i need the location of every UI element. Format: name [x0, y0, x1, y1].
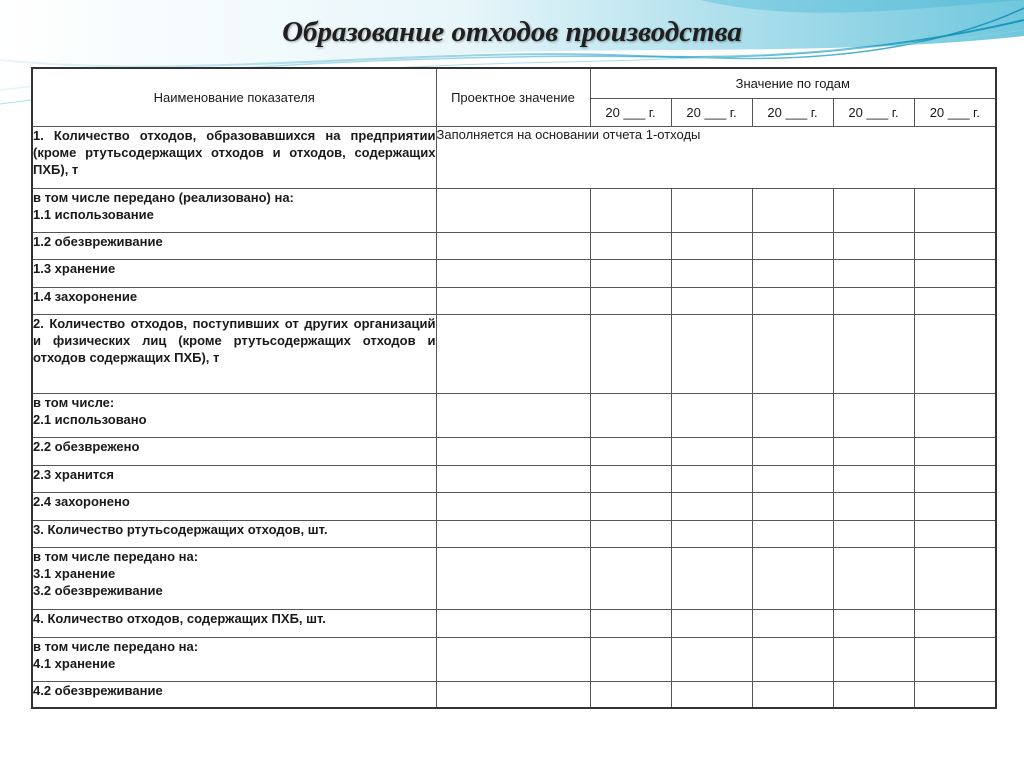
year-value-cell[interactable]	[752, 465, 833, 492]
indicator-line: 4.2 обезвреживание	[33, 682, 163, 698]
indicator-cell	[32, 393, 436, 437]
project-value-cell[interactable]	[436, 232, 590, 259]
year-value-cell[interactable]	[833, 393, 914, 437]
year-value-cell[interactable]	[833, 437, 914, 465]
indicator-cell	[32, 465, 436, 492]
indicator-line: в том числе передано на:	[33, 548, 199, 564]
year-value-cell[interactable]	[752, 492, 833, 520]
table-row	[32, 637, 996, 681]
year-value-cell[interactable]	[590, 437, 671, 465]
table-row	[32, 259, 996, 287]
header-year-1: 20 ___ г.	[590, 98, 671, 126]
project-value-cell[interactable]	[436, 637, 590, 681]
year-value-cell[interactable]	[671, 232, 752, 259]
header-year-4: 20 ___ г.	[833, 98, 914, 126]
year-value-cell[interactable]	[914, 232, 996, 259]
table-row	[32, 314, 996, 393]
year-value-cell[interactable]	[833, 465, 914, 492]
project-value-cell[interactable]	[436, 520, 590, 547]
year-value-cell[interactable]	[590, 492, 671, 520]
project-value-cell[interactable]	[436, 681, 590, 708]
table-row	[32, 681, 996, 708]
indicator-cell	[32, 259, 436, 287]
header-indicator-name: Наименование показателя	[32, 68, 436, 126]
project-value-cell[interactable]	[436, 259, 590, 287]
indicator-cell	[32, 547, 436, 609]
header-values-by-year: Значение по годам	[590, 68, 996, 98]
project-value-cell[interactable]	[436, 609, 590, 637]
indicator-line: в том числе передано на:	[33, 638, 199, 654]
year-value-cell[interactable]	[914, 393, 996, 437]
indicator-line: 1. Количество отходов, образовавшихся на предприятии (кроме ртутьсодержащих отходов и отходов, содержащих ПХБ), т	[33, 127, 436, 177]
table-row	[32, 232, 996, 259]
project-value-cell[interactable]	[436, 437, 590, 465]
year-value-cell[interactable]	[833, 314, 914, 393]
header-year-3: 20 ___ г.	[752, 98, 833, 126]
year-value-cell[interactable]	[671, 681, 752, 708]
year-value-cell[interactable]	[914, 492, 996, 520]
year-value-cell[interactable]	[833, 492, 914, 520]
year-value-cell[interactable]	[671, 609, 752, 637]
year-value-cell[interactable]	[752, 609, 833, 637]
year-value-cell[interactable]	[590, 259, 671, 287]
indicator-cell	[32, 232, 436, 259]
table-row	[32, 393, 996, 437]
project-value-cell[interactable]	[436, 287, 590, 314]
indicator-line: 2.3 хранится	[33, 466, 114, 482]
year-value-cell[interactable]	[833, 637, 914, 681]
year-value-cell[interactable]	[833, 259, 914, 287]
indicator-line: 4. Количество отходов, содержащих ПХБ, шт.	[33, 610, 326, 626]
waste-table	[31, 67, 997, 709]
year-value-cell[interactable]	[752, 393, 833, 437]
indicator-line: 2.4 захоронено	[33, 493, 130, 509]
year-value-cell[interactable]	[752, 637, 833, 681]
year-value-cell[interactable]	[833, 547, 914, 609]
year-value-cell[interactable]	[590, 188, 671, 232]
year-value-cell[interactable]	[671, 393, 752, 437]
year-value-cell[interactable]	[752, 437, 833, 465]
indicator-cell	[32, 492, 436, 520]
indicator-line: в том числе передано (реализовано) на:	[33, 189, 294, 205]
year-value-cell[interactable]	[671, 547, 752, 609]
year-value-cell[interactable]	[590, 547, 671, 609]
year-value-cell[interactable]	[914, 287, 996, 314]
year-value-cell[interactable]	[671, 314, 752, 393]
year-value-cell[interactable]	[671, 437, 752, 465]
year-value-cell[interactable]	[914, 681, 996, 708]
year-value-cell[interactable]	[590, 681, 671, 708]
year-value-cell[interactable]	[671, 492, 752, 520]
indicator-cell	[32, 637, 436, 681]
fill-note: Заполняется на основании отчета 1-отходы	[436, 126, 996, 188]
year-value-cell[interactable]	[914, 465, 996, 492]
project-value-cell[interactable]	[436, 465, 590, 492]
year-value-cell[interactable]	[671, 259, 752, 287]
year-value-cell[interactable]	[752, 287, 833, 314]
table-row	[32, 287, 996, 314]
year-value-cell[interactable]	[914, 520, 996, 547]
year-value-cell[interactable]	[590, 287, 671, 314]
year-value-cell[interactable]	[914, 188, 996, 232]
year-value-cell[interactable]	[671, 188, 752, 232]
year-value-cell[interactable]	[671, 287, 752, 314]
indicator-line: 2.2 обезврежено	[33, 438, 140, 454]
year-value-cell[interactable]	[914, 437, 996, 465]
indicator-line: 2.1 использовано	[33, 411, 147, 427]
table-row	[32, 465, 996, 492]
year-value-cell[interactable]	[752, 547, 833, 609]
year-value-cell[interactable]	[671, 465, 752, 492]
project-value-cell[interactable]	[436, 314, 590, 393]
year-value-cell[interactable]	[752, 259, 833, 287]
year-value-cell[interactable]	[833, 609, 914, 637]
page-title: Образование отходов производства	[282, 16, 742, 48]
indicator-cell	[32, 126, 436, 188]
indicator-line: 3.1 хранение	[33, 565, 116, 581]
indicator-cell	[32, 314, 436, 393]
year-value-cell[interactable]	[914, 609, 996, 637]
year-value-cell[interactable]	[914, 637, 996, 681]
indicator-line: 1.1 использование	[33, 206, 154, 222]
year-value-cell[interactable]	[833, 188, 914, 232]
project-value-cell[interactable]	[436, 393, 590, 437]
year-value-cell[interactable]	[833, 520, 914, 547]
year-value-cell[interactable]	[752, 681, 833, 708]
table-row	[32, 547, 996, 609]
year-value-cell[interactable]	[671, 520, 752, 547]
header-year-5: 20 ___ г.	[914, 98, 996, 126]
indicator-cell	[32, 609, 436, 637]
indicator-line: 1.2 обезвреживание	[33, 233, 163, 249]
table-row	[32, 126, 996, 188]
year-value-cell[interactable]	[833, 232, 914, 259]
year-value-cell[interactable]	[590, 232, 671, 259]
indicator-cell	[32, 287, 436, 314]
year-value-cell[interactable]	[590, 609, 671, 637]
indicator-line: 2. Количество отходов, поступивших от других организаций и физических лиц (кроме ртутьсодержащих отходов и отходов содержащих ПХБ), т	[33, 315, 436, 365]
year-value-cell[interactable]	[752, 314, 833, 393]
indicator-line: 1.3 хранение	[33, 260, 116, 276]
year-value-cell[interactable]	[671, 637, 752, 681]
indicator-line: 3. Количество ртутьсодержащих отходов, шт.	[33, 521, 328, 537]
table-row	[32, 609, 996, 637]
year-value-cell[interactable]	[752, 520, 833, 547]
indicator-line: в том числе:	[33, 394, 115, 410]
year-value-cell[interactable]	[914, 314, 996, 393]
header-project-value: Проектное значение	[436, 68, 590, 126]
year-value-cell[interactable]	[590, 520, 671, 547]
project-value-cell[interactable]	[436, 547, 590, 609]
year-value-cell[interactable]	[590, 637, 671, 681]
indicator-cell	[32, 520, 436, 547]
year-value-cell[interactable]	[590, 314, 671, 393]
table-row	[32, 520, 996, 547]
indicator-cell	[32, 681, 436, 708]
year-value-cell[interactable]	[590, 465, 671, 492]
project-value-cell[interactable]	[436, 188, 590, 232]
indicator-line: 3.2 обезвреживание	[33, 582, 163, 598]
table-row	[32, 188, 996, 232]
year-value-cell[interactable]	[833, 287, 914, 314]
header-year-2: 20 ___ г.	[671, 98, 752, 126]
indicator-cell	[32, 188, 436, 232]
year-value-cell[interactable]	[752, 232, 833, 259]
year-value-cell[interactable]	[752, 188, 833, 232]
indicator-cell	[32, 437, 436, 465]
indicator-line: 1.4 захоронение	[33, 288, 138, 304]
year-value-cell[interactable]	[914, 259, 996, 287]
table-row	[32, 437, 996, 465]
indicator-line: 4.1 хранение	[33, 655, 116, 671]
year-value-cell[interactable]	[833, 681, 914, 708]
table-row	[32, 492, 996, 520]
year-value-cell[interactable]	[914, 547, 996, 609]
year-value-cell[interactable]	[590, 393, 671, 437]
project-value-cell[interactable]	[436, 492, 590, 520]
